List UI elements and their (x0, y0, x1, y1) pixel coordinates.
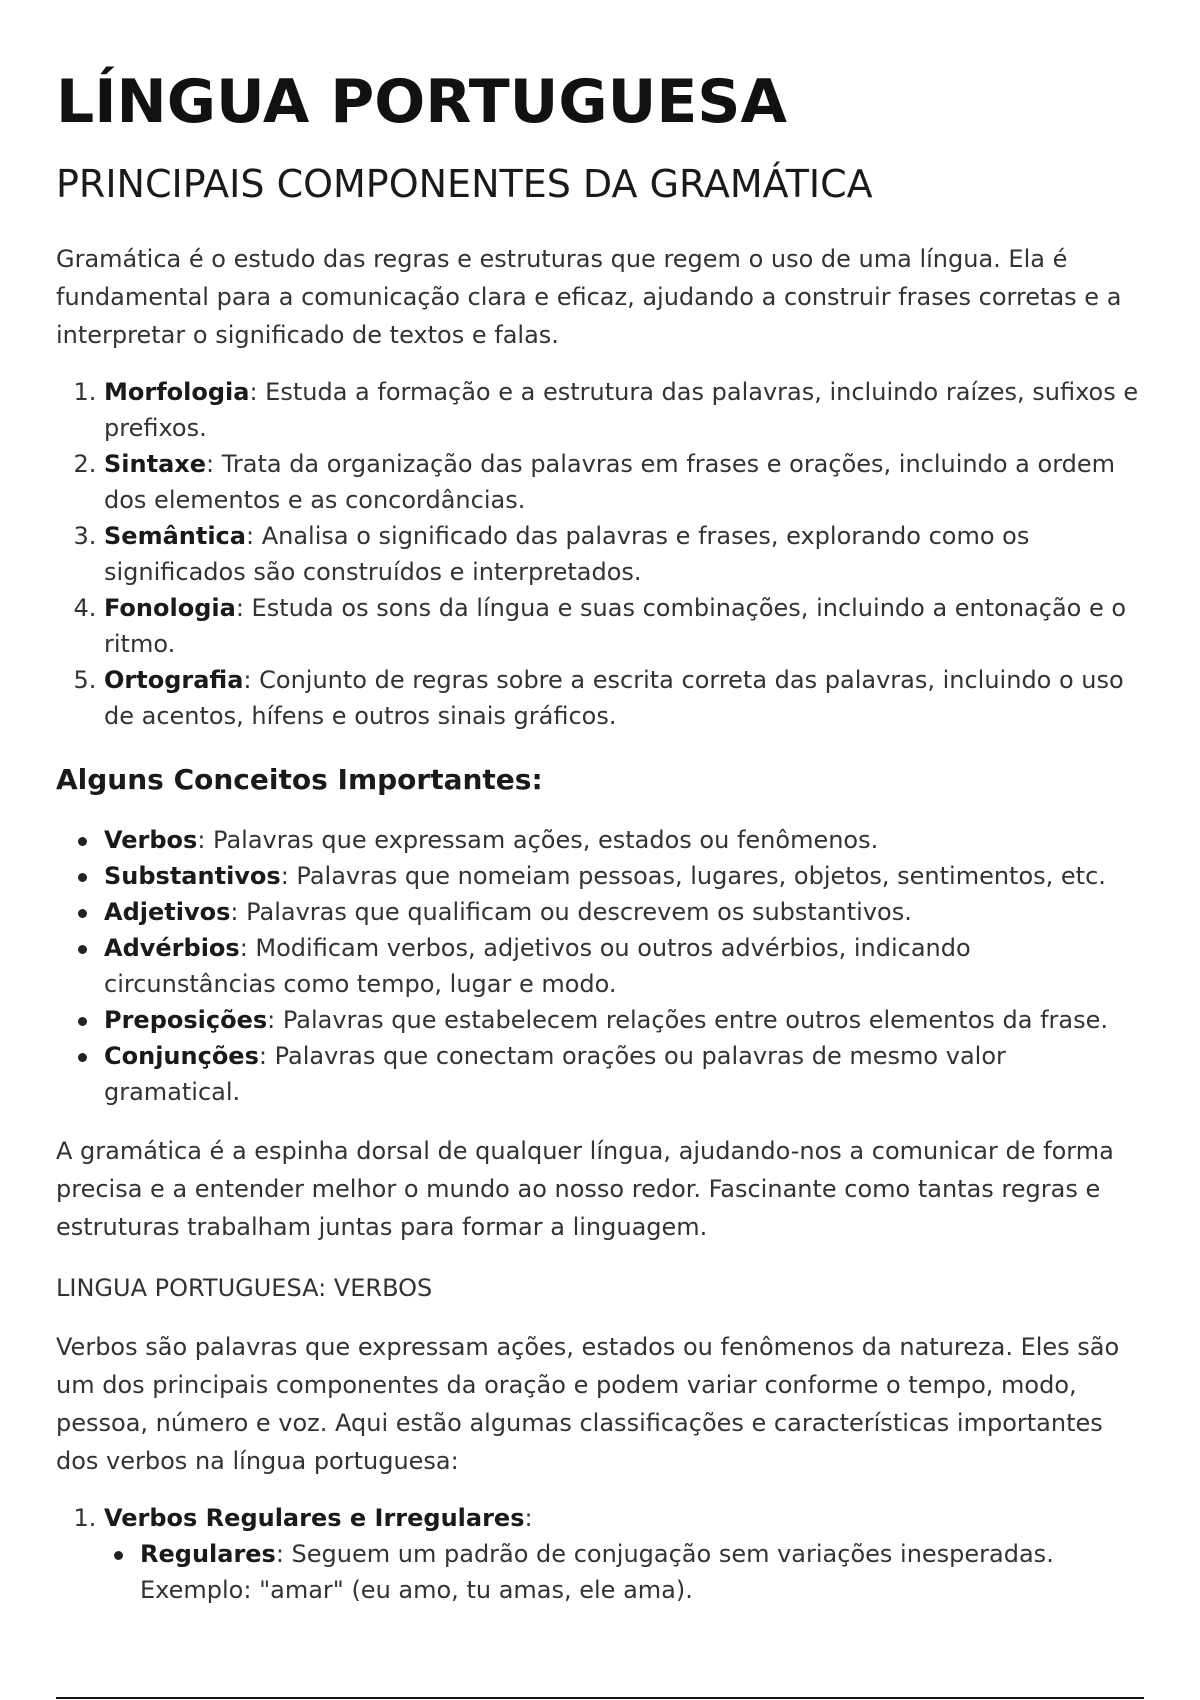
list-item-desc: : Palavras que expressam ações, estados ou fenômenos. (197, 826, 879, 854)
list-item-desc: : Estuda a formação e a estrutura das palavras, incluindo raízes, sufixos e prefixos. (104, 378, 1139, 442)
list-item (104, 822, 1144, 858)
list-item-term: Morfologia (104, 378, 250, 406)
closing-paragraph: A gramática é a espinha dorsal de qualquer língua, ajudando-nos a comunicar de forma precisa e a entender melhor o mundo ao nosso redor. Fascinante como tantas regras e estruturas trabalham juntas para formar a linguagem. (56, 1137, 1114, 1241)
concepts-list (56, 822, 1144, 1110)
bullet-icon (78, 1017, 87, 1026)
verbs-intro-paragraph: Verbos são palavras que expressam ações, estados ou fenômenos da natureza. Eles são um dos principais componentes da oração e podem variar conforme o tempo, modo, pessoa, número e voz. Aqui estão algumas classificações e características importantes dos verbos na língua portuguesa: (56, 1333, 1120, 1475)
list-item (104, 1002, 1144, 1038)
bullet-icon (78, 873, 87, 882)
list-item (104, 930, 1144, 1002)
list-item-term: Substantivos (104, 862, 281, 890)
list-item (104, 1038, 1144, 1110)
list-item-term: Conjunções (104, 1042, 259, 1070)
list-item (104, 662, 1144, 734)
list-item-term: Verbos (104, 826, 198, 854)
list-item-term: Verbos Regulares e Irregulares (104, 1504, 525, 1532)
list-item-term: Sintaxe (104, 450, 207, 478)
list-item (104, 446, 1144, 518)
list-item-desc: : Palavras que conectam orações ou palavras de mesmo valor gramatical. (104, 1042, 1006, 1106)
list-item-desc: : Conjunto de regras sobre a escrita correta das palavras, incluindo o uso de acentos, hífens e outros sinais gráficos. (104, 666, 1124, 730)
list-item-desc: : Palavras que nomeiam pessoas, lugares, objetos, sentimentos, etc. (280, 862, 1106, 890)
bullet-icon (78, 945, 87, 954)
list-item (140, 1536, 1144, 1608)
list-item-suffix: : (524, 1504, 533, 1532)
bullet-icon (114, 1551, 123, 1560)
list-item-term: Preposições (104, 1006, 268, 1034)
list-item-desc: : Estuda os sons da língua e suas combinações, incluindo a entonação e o ritmo. (104, 594, 1127, 658)
intro-paragraph: Gramática é o estudo das regras e estruturas que regem o uso de uma língua. Ela é fundamental para a comunicação clara e eficaz, ajudando a construir frases corretas e a interpretar o significado de textos e falas. (56, 245, 1122, 349)
list-item (104, 518, 1144, 590)
list-item-term: Fonologia (104, 594, 236, 622)
document-title: LÍNGUA PORTUGUESA (56, 67, 787, 137)
list-item-term: Semântica (104, 522, 246, 550)
components-list (56, 374, 1144, 734)
list-item-desc: : Modificam verbos, adjetivos ou outros advérbios, indicando circunstâncias como tempo, lugar e modo. (104, 934, 971, 998)
section-subtitle: PRINCIPAIS COMPONENTES DA GRAMÁTICA (56, 162, 873, 206)
bullet-icon (78, 837, 87, 846)
concepts-heading: Alguns Conceitos Importantes: (56, 763, 543, 796)
document-page (56, 0, 1144, 1608)
verb-subclasses-list (104, 1536, 1144, 1608)
list-item-term: Advérbios (104, 934, 240, 962)
list-item (104, 858, 1144, 894)
bullet-icon (78, 909, 87, 918)
list-item (104, 374, 1144, 446)
list-item-term: Regulares (140, 1540, 276, 1568)
list-item (104, 894, 1144, 930)
list-item-desc: : Trata da organização das palavras em frases e orações, incluindo a ordem dos elementos e as concordâncias. (104, 450, 1116, 514)
list-item-term: Adjetivos (104, 898, 231, 926)
list-item (104, 1500, 1144, 1608)
bullet-icon (78, 1053, 87, 1062)
list-item-desc: : Palavras que qualificam ou descrevem os substantivos. (230, 898, 912, 926)
list-item-term: Ortografia (104, 666, 244, 694)
list-item-desc: : Seguem um padrão de conjugação sem variações inesperadas. Exemplo: "amar" (eu amo, tu amas, ele ama). (140, 1540, 1054, 1604)
verbs-heading: LINGUA PORTUGUESA: VERBOS (56, 1274, 433, 1302)
list-item-desc: : Palavras que estabelecem relações entre outros elementos da frase. (267, 1006, 1109, 1034)
page-divider (56, 1697, 1144, 1699)
verb-classes-list (56, 1500, 1144, 1608)
list-item-desc: : Analisa o significado das palavras e frases, explorando como os significados são construídos e interpretados. (104, 522, 1030, 586)
list-item (104, 590, 1144, 662)
